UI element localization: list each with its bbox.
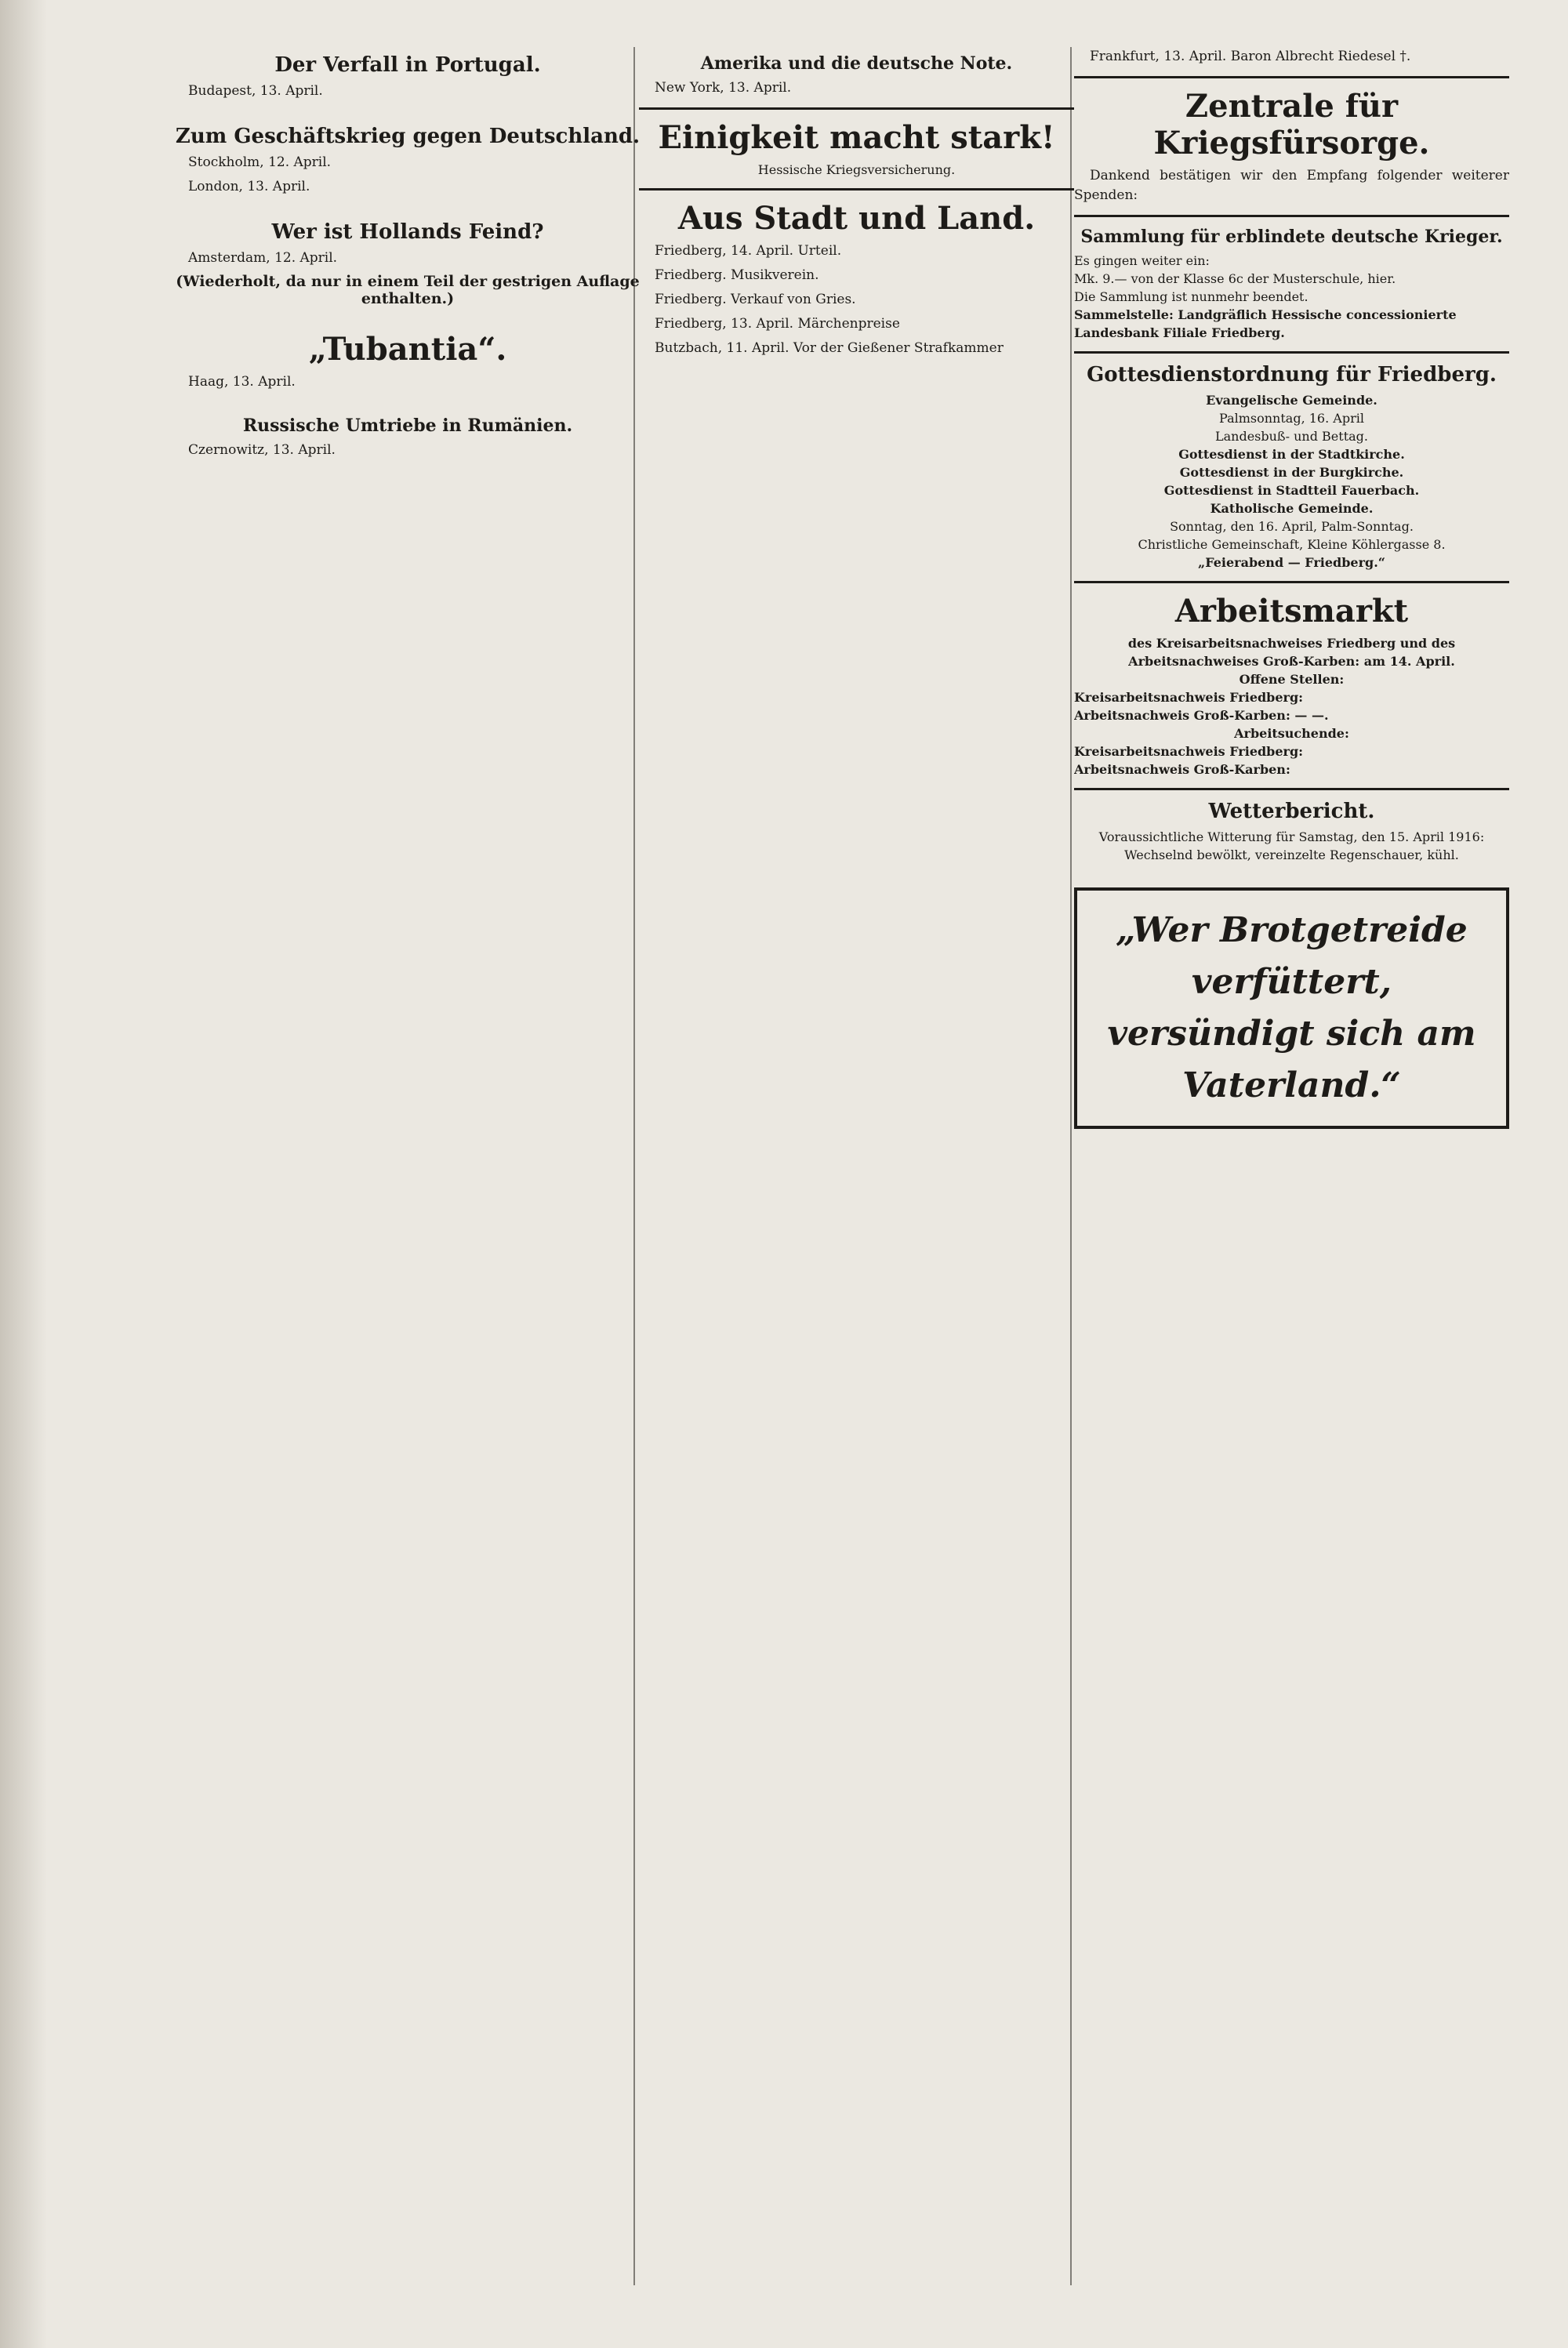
divider (639, 188, 1074, 191)
divider (1074, 215, 1509, 217)
divider (1074, 788, 1509, 790)
article-title-portugal: Der Verfall in Portugal. (274, 53, 541, 77)
article-text-kriegsfuersorge: Dankend bestätigen wir den Empfang folgender weiterer Spenden: (1074, 168, 1509, 203)
divider (639, 107, 1074, 110)
arbeitsmarkt-line-6: Arbeitsnachweis Groß-Karben: (1074, 762, 1290, 777)
arbeitsmarkt-line-4: Arbeitsuchende: (1234, 726, 1349, 741)
article-text-geschaeftskrieg: Stockholm, 12. April. (188, 154, 332, 170)
article-title-erblindete: Sammlung für erblindete deutsche Krieger. (1080, 227, 1503, 247)
erblindete-line-1: Es gingen weiter ein: (1074, 253, 1210, 268)
erblindete-line-4: Sammelstelle: Landgräflich Hessische concessionierte Landesbank Filiale Friedberg. (1074, 307, 1457, 340)
gottesdienst-line-9: Christliche Gemeinschaft, Kleine Köhlergasse 8. (1138, 537, 1446, 552)
article-item-gries: Friedberg. Verkauf von Gries. (655, 292, 856, 307)
article-subtitle-einigkeit: Hessische Kriegsversicherung. (757, 162, 956, 177)
page-gutter-shadow (0, 0, 47, 2348)
article-title-kriegsfuersorge: Zentrale für Kriegsfürsorge. (1153, 88, 1430, 161)
gottesdienst-line-2: Palmsonntag, 16. April (1219, 411, 1364, 426)
wetterbericht-text: Voraussichtliche Witterung für Samstag, den 15. April 1916: Wechselnd bewölkt, vereinzelte Regenschauer, kühl. (1098, 829, 1485, 862)
article-item-musikverein: Friedberg. Musikverein. (655, 267, 819, 283)
gottesdienst-line-6: Gottesdienst in Stadtteil Fauerbach. (1163, 483, 1420, 498)
article-title-geschaeftskrieg: Zum Geschäftskrieg gegen Deutschland. (175, 125, 641, 148)
brotgetreide-notice (1074, 887, 1509, 1129)
article-item-strafkammer: Butzbach, 11. April. Vor der Gießener Strafkammer (655, 340, 1004, 356)
gottesdienst-line-7: Katholische Gemeinde. (1210, 501, 1374, 516)
gottesdienst-line-1: Evangelische Gemeinde. (1206, 393, 1377, 408)
article-text-tubantia: Haag, 13. April. (188, 374, 296, 390)
brotgetreide-line-2: versündigt sich am Vaterland.“ (1107, 1014, 1476, 1105)
brotgetreide-line-1: „Wer Brotgetreide verfüttert, (1116, 910, 1468, 1002)
column-2 (639, 47, 1074, 2285)
article-note-holland: (Wiederholt, da nur in einem Teil der gestrigen Auflage enthalten.) (176, 273, 640, 307)
arbeitsmarkt-subtitle: des Kreisarbeitsnachweises Friedberg und des Arbeitsnachweises Groß-Karben: am 14. April. (1127, 636, 1456, 669)
article-text-rumaenien: Czernowitz, 13. April. (188, 442, 336, 458)
article-text-portugal: Budapest, 13. April. (188, 83, 323, 99)
gottesdienst-line-3: Landesbuß- und Bettag. (1214, 429, 1368, 444)
divider (1074, 351, 1509, 354)
erblindete-line-2: Mk. 9.— von der Klasse 6c der Musterschule, hier. (1074, 271, 1396, 286)
article-title-wetterbericht: Wetterbericht. (1208, 800, 1375, 823)
article-title-gottesdienst: Gottesdienstordnung für Friedberg. (1087, 363, 1497, 386)
arbeitsmarkt-line-1: Offene Stellen: (1239, 672, 1345, 687)
article-text-geschaeftskrieg-2: London, 13. April. (188, 179, 310, 194)
article-text-amerika: New York, 13. April. (655, 80, 792, 96)
gottesdienst-line-10: „Feierabend — Friedberg.“ (1198, 555, 1385, 570)
article-title-einigkeit: Einigkeit macht stark! (658, 119, 1055, 156)
column-3 (1074, 47, 1509, 2285)
article-text-holland: Amsterdam, 12. April. (188, 250, 338, 266)
article-title-arbeitsmarkt: Arbeitsmarkt (1174, 593, 1409, 630)
divider (1074, 581, 1509, 583)
article-item-urteil: Friedberg, 14. April. Urteil. (655, 243, 842, 259)
gottesdienst-line-4: Gottesdienst in der Stadtkirche. (1178, 447, 1405, 462)
article-title-amerika: Amerika und die deutsche Note. (700, 53, 1013, 74)
article-item-maerchenpreise: Friedberg, 13. April. Märchenpreise (655, 316, 900, 332)
divider (1074, 76, 1509, 78)
arbeitsmarkt-line-3: Arbeitsnachweis Groß-Karben: — —. (1074, 708, 1329, 723)
article-title-tubantia: „Tubantia“. (308, 331, 507, 368)
erblindete-line-3: Die Sammlung ist nunmehr beendet. (1074, 289, 1308, 304)
article-title-holland: Wer ist Hollands Feind? (271, 220, 544, 244)
gottesdienst-line-5: Gottesdienst in der Burgkirche. (1179, 465, 1404, 480)
article-title-rumaenien: Russische Umtriebe in Rumänien. (242, 416, 573, 436)
arbeitsmarkt-line-2: Kreisarbeitsnachweis Friedberg: (1074, 690, 1304, 705)
column-1 (172, 47, 643, 2285)
article-title-stadt-und-land: Aus Stadt und Land. (677, 200, 1036, 237)
article-text-riedesel: Frankfurt, 13. April. Baron Albrecht Riedesel †. (1090, 49, 1411, 64)
arbeitsmarkt-line-5: Kreisarbeitsnachweis Friedberg: (1074, 744, 1304, 759)
gottesdienst-line-8: Sonntag, den 16. April, Palm-Sonntag. (1170, 519, 1414, 534)
